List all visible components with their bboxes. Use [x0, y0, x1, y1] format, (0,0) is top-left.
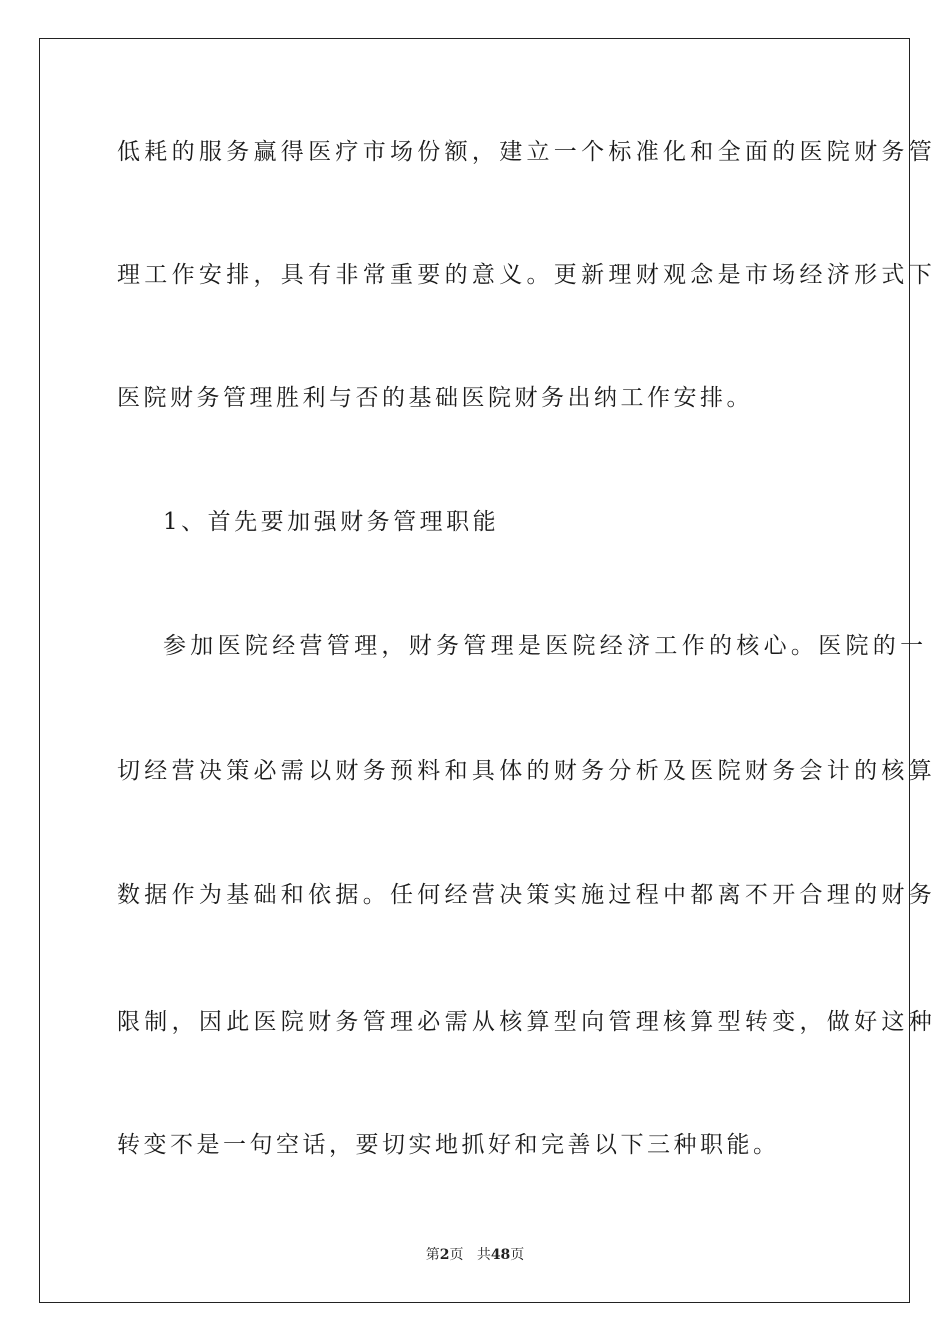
- body-line-8: 限制，因此医院财务管理必需从核算型向管理核算型转变，做好这种: [117, 1009, 936, 1035]
- body-line-5: 参加医院经营管理，财务管理是医院经济工作的核心。医院的一: [163, 633, 928, 659]
- body-line-6: 切经营决策必需以财务预料和具体的财务分析及医院财务会计的核算: [117, 758, 936, 784]
- page-footer: [0, 1245, 950, 1265]
- body-line-7: 数据作为基础和依据。任何经营决策实施过程中都离不开合理的财务: [117, 882, 936, 908]
- footer-page-prefix: 第: [425, 1247, 440, 1263]
- footer-page-number: 2: [439, 1247, 450, 1263]
- footer-total-prefix: 共: [476, 1247, 491, 1263]
- footer-total-pages: 48: [490, 1247, 511, 1263]
- footer-total-suffix: 页: [510, 1247, 525, 1263]
- page-border: [39, 38, 936, 1303]
- footer-page-suffix: 页: [449, 1247, 464, 1263]
- section-heading: 1、首先要加强财务管理职能: [163, 509, 500, 535]
- body-line-3: 医院财务管理胜利与否的基础医院财务出纳工作安排。: [117, 385, 753, 411]
- body-line-9: 转变不是一句空话，要切实地抓好和完善以下三种职能。: [117, 1132, 780, 1158]
- body-line-2: 理工作安排，具有非常重要的意义。更新理财观念是市场经济形式下: [117, 262, 936, 288]
- body-line-1: 低耗的服务赢得医疗市场份额，建立一个标准化和全面的医院财务管: [117, 139, 936, 165]
